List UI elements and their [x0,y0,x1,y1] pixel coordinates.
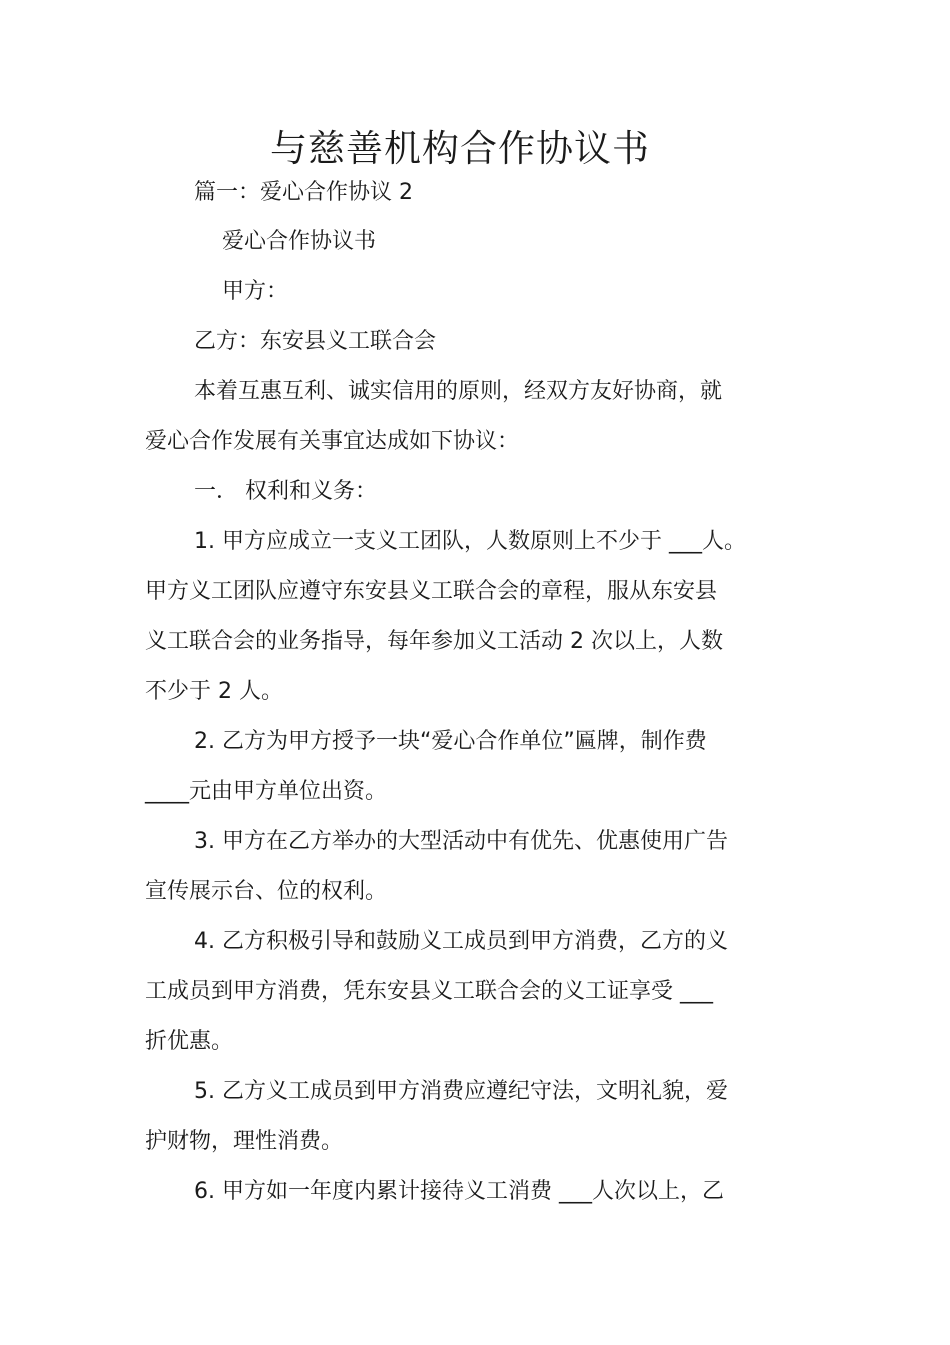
clause-5-line: 护财物，理性消费。 [145,1129,344,1154]
clause-1-line: 不少于 2 人。 [145,679,283,704]
section-heading: 篇一：爱心合作协议 2 [194,180,413,205]
party-a-line: 甲方： [222,279,289,304]
clause-3-line: 宣传展示台、位的权利。 [145,879,388,904]
party-b-line: 乙方：东安县义工联合会 [194,329,437,354]
clause-4-line: 工成员到甲方消费，凭东安县义工联合会的义工证享受 ___ [145,979,713,1004]
clause-6-line: 6. 甲方如一年度内累计接待义工消费 ___人次以上，乙 [194,1179,724,1204]
paragraph-line: 爱心合作发展有关事宜达成如下协议： [145,429,520,454]
paragraph-line: 本着互惠互利、诚实信用的原则，经双方友好协商，就 [194,379,723,404]
clause-4-line: 4. 乙方积极引导和鼓励义工成员到甲方消费，乙方的义 [194,929,728,954]
clause-1-line: 甲方义工团队应遵守东安县义工联合会的章程，服从东安县 [145,579,718,604]
clause-4-line: 折优惠。 [145,1029,234,1054]
clause-2-line: 2. 乙方为甲方授予一块“爱心合作单位”匾牌，制作费 [194,729,707,754]
agreement-subtitle: 爱心合作协议书 [222,229,377,254]
clause-5-line: 5. 乙方义工成员到甲方消费应遵纪守法，文明礼貌，爱 [194,1079,728,1104]
clause-3-line: 3. 甲方在乙方举办的大型活动中有优先、优惠使用广告 [194,829,728,854]
clause-1-line: 1. 甲方应成立一支义工团队，人数原则上不少于 ___人。 [194,529,746,554]
clause-heading: 一． 权利和义务： [194,479,377,504]
clause-1-line: 义工联合会的业务指导，每年参加义工活动 2 次以上，人数 [145,629,723,654]
document-title: 与慈善机构合作协议书 [270,127,650,170]
clause-2-line: ____元由甲方单位出资。 [145,779,388,804]
